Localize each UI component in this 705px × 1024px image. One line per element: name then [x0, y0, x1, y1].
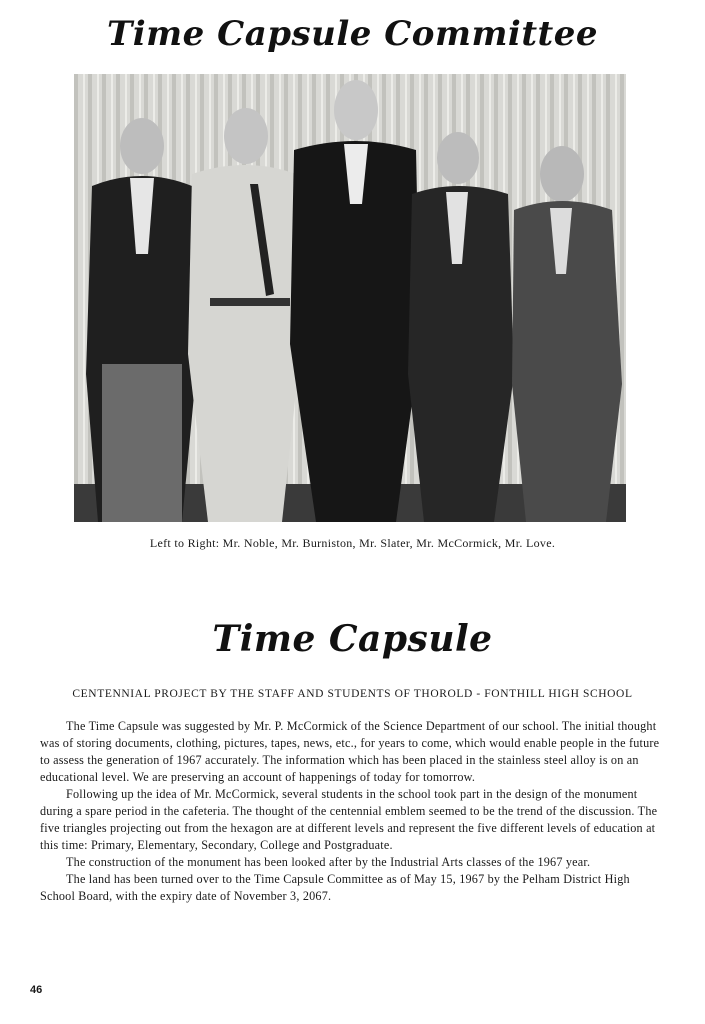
page-title: Time Capsule Committee — [106, 14, 599, 54]
article-body — [40, 718, 665, 905]
paragraph: The construction of the monument has been looked after by the Industrial Arts classes of the 1967 year. — [66, 855, 591, 869]
section-subtitle: CENTENNIAL PROJECT BY THE STAFF AND STUDENTS OF THOROLD - FONTHILL HIGH SCHOOL — [72, 688, 633, 700]
photo-caption: Left to Right: Mr. Noble, Mr. Burniston, Mr. Slater, Mr. McCormick, Mr. Love. — [149, 536, 556, 550]
section-title: Time Capsule — [212, 618, 493, 660]
paragraph: The land has been turned over to the Time Capsule Committee as of May 15, 1967 by the Pelham District High School Board, with the expiry date of November 3, 2067. — [40, 872, 630, 903]
page-number: 46 — [30, 984, 43, 996]
person-silhouette — [290, 80, 420, 522]
committee-photo — [74, 74, 626, 522]
paragraph: Following up the idea of Mr. McCormick, several students in the school took part in the design of the monument during a spare period in the cafeteria. The thought of the centennial emblem seemed to be the trend of the discussion. The five triangles projecting out from the hexagon are at different levels and represent the five different levels of education at this time: Primary, Elementary, Secondary, College and Postgraduate. — [40, 787, 658, 852]
paragraph: The Time Capsule was suggested by Mr. P. McCormick of the Science Department of our school. The initial thought was of storing documents, clothing, pictures, tapes, news, etc., for years to come, which would enable people in the future to assess the generation of 1967 accurately. The information which has been placed in the stainless steel alloy is on an educational level. We are preserving an account of happenings of today for tomorrow. — [40, 719, 660, 784]
